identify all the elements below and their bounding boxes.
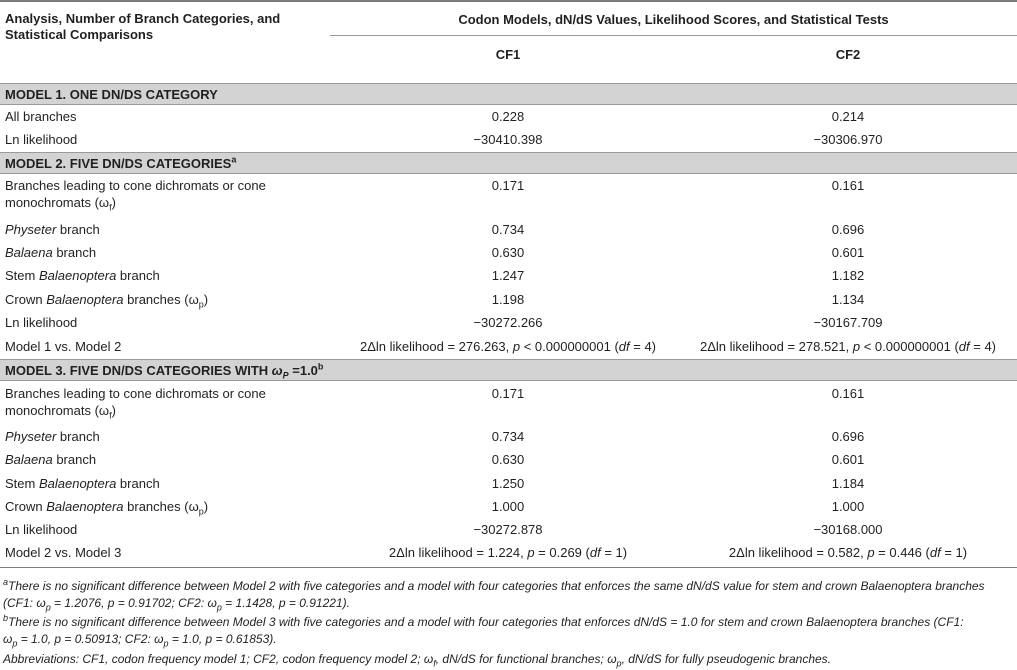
stat-text: = 1) — [600, 545, 628, 560]
row-label — [5, 177, 266, 211]
label-text: ) — [111, 403, 116, 418]
label-text: branch — [52, 245, 97, 260]
footnote-mark: a — [231, 154, 237, 165]
column-header-cf1: CF1 — [495, 47, 521, 62]
label-text: Crown — [5, 499, 47, 514]
footnote-a — [3, 578, 1015, 612]
cell-cf1: −30272.878 — [473, 522, 543, 537]
label-text: monochromats (ω — [5, 195, 110, 210]
footnote-abbreviations — [3, 651, 1015, 668]
stat-symbol: df — [589, 545, 601, 560]
footnote-text: = 1.1428, p = 0.91221). — [221, 596, 350, 610]
row-label — [5, 428, 100, 445]
footnote-text: , dN/dS for functional branches; ω — [435, 652, 617, 666]
cell-cf1: 1.250 — [491, 476, 525, 491]
stat-text: 2Δln likelihood = 276.263, — [359, 339, 513, 354]
cell-cf2: −30306.970 — [813, 132, 883, 147]
section-model-1 — [0, 83, 1017, 105]
subscript: p — [163, 638, 169, 649]
cell-cf1: −30272.266 — [473, 315, 543, 330]
cell-cf1: 1.198 — [491, 292, 525, 307]
stat-symbol: df — [929, 545, 941, 560]
cell-cf1: 0.171 — [491, 178, 525, 193]
stat-symbol: p — [852, 339, 861, 354]
footnote-text: (CF1: ω — [3, 596, 46, 610]
stat-text: < 0.000000001 ( — [860, 339, 959, 354]
stat-text: < 0.000000001 ( — [520, 339, 619, 354]
omega-symbol: ω — [271, 363, 283, 378]
stat-symbol: df — [618, 339, 630, 354]
label-text: branch — [56, 429, 100, 444]
stat-text: 2Δln likelihood = 0.582, — [728, 545, 868, 560]
row-label — [5, 267, 160, 284]
column-header-analysis — [5, 11, 280, 43]
cell-cf2: −30167.709 — [813, 315, 883, 330]
label-text: Crown — [5, 292, 47, 307]
cell-cf2: 0.601 — [831, 452, 865, 467]
top-rule — [0, 0, 1017, 2]
row-label: Model 2 vs. Model 3 — [5, 545, 122, 560]
label-text: ) — [111, 195, 116, 210]
subscript: f — [109, 410, 112, 421]
cell-cf1: 0.734 — [491, 429, 525, 444]
stat-symbol: p — [512, 339, 521, 354]
taxon-name: Balaenoptera — [46, 499, 124, 514]
cell-cf2: 1.184 — [831, 476, 865, 491]
label-text: Stem — [5, 268, 39, 283]
label-line — [5, 402, 266, 419]
stat-symbol: p — [527, 545, 535, 560]
label-line — [5, 194, 266, 211]
label-text: monochromats (ω — [5, 403, 110, 418]
cell-cf2: 0.601 — [831, 245, 865, 260]
taxon-name: Physeter — [5, 429, 57, 444]
subscript: f — [109, 202, 112, 213]
footnote-mark: b — [3, 613, 9, 623]
cell-cf1: 0.734 — [491, 222, 525, 237]
taxon-name: Balaenoptera — [46, 292, 124, 307]
cell-cf2: 1.000 — [831, 499, 865, 514]
subscript: f — [433, 658, 436, 669]
cell-cf1: 1.000 — [491, 499, 525, 514]
cell-cf1: 0.228 — [491, 109, 525, 124]
footnote-mark: b — [317, 361, 324, 372]
cell-cf2: 1.134 — [831, 292, 865, 307]
column-group-title: Codon Models, dN/dS Values, Likelihood Scores, and Statistical Tests — [458, 12, 889, 27]
section-title: MODEL 1. ONE DN/DS CATEGORY — [5, 87, 218, 102]
stat-text: = 0.269 ( — [534, 545, 590, 560]
row-label: Model 1 vs. Model 2 — [5, 339, 122, 354]
stat-text: 2Δln likelihood = 278.521, — [699, 339, 853, 354]
section-title — [5, 361, 324, 381]
label-line: Branches leading to cone dichromats or cone — [5, 386, 266, 401]
cell-cf2: 0.696 — [831, 429, 865, 444]
section-model-3 — [0, 359, 1017, 381]
label-text: branches (ω — [123, 499, 199, 514]
subscript: p — [198, 506, 204, 517]
stat-text: = 4) — [629, 339, 656, 354]
footnote-text: There is no significant difference between Model 2 with five categories and a model with four categories that enforces the same dN/dS value for stem and crown Balaenoptera branches — [8, 579, 985, 593]
stat-text: = 1) — [940, 545, 968, 560]
bottom-rule — [0, 567, 1017, 568]
column-header-cf2: CF2 — [835, 47, 861, 62]
taxon-name: Balaena — [5, 245, 53, 260]
footnote-text: = 1.2076, p = 0.91702; CF2: ω — [50, 596, 217, 610]
subscript: P — [282, 370, 289, 381]
cell-cf2: 0.161 — [831, 386, 865, 401]
subscript: p — [12, 638, 18, 649]
label-text: ) — [203, 292, 209, 307]
footnote-b — [3, 614, 1015, 648]
subscript: p — [198, 299, 204, 310]
footnote-text: ω — [3, 632, 13, 646]
taxon-name: Balaenoptera — [38, 268, 117, 283]
cell-cf2 — [679, 544, 1017, 561]
cell-cf2: −30168.000 — [813, 522, 883, 537]
label-text: branch — [52, 452, 97, 467]
footnote-text: Abbreviations: CF1, codon frequency model 1; CF2, codon frequency model 2; ω — [3, 652, 434, 666]
taxon-name: Balaenoptera — [38, 476, 117, 491]
label-line: Branches leading to cone dichromats or cone — [5, 178, 266, 193]
section-text: =1.0 — [288, 363, 318, 378]
row-label: Ln likelihood — [5, 132, 78, 147]
cell-cf2: 0.214 — [831, 109, 865, 124]
stat-symbol: p — [867, 545, 875, 560]
section-text: MODEL 3. FIVE DN/DS CATEGORIES WITH — [5, 363, 272, 378]
label-text: branch — [56, 222, 100, 237]
row-label: Ln likelihood — [5, 315, 78, 330]
label-text: ) — [203, 499, 209, 514]
cell-cf1: 1.247 — [491, 268, 525, 283]
row-label — [5, 475, 160, 492]
row-label — [5, 451, 96, 468]
stat-text: 2Δln likelihood = 1.224, — [388, 545, 528, 560]
subscript: p — [616, 658, 622, 669]
group-underline — [330, 35, 1017, 36]
row-label: Ln likelihood — [5, 522, 78, 537]
header-line: Analysis, Number of Branch Categories, and — [5, 11, 281, 26]
taxon-name: Balaena — [5, 452, 53, 467]
footnote-line — [3, 578, 1015, 595]
subscript: p — [45, 602, 51, 613]
header-line: Statistical Comparisons — [5, 27, 154, 42]
section-title — [5, 156, 236, 171]
footnote-line — [3, 595, 1015, 612]
cell-cf1 — [338, 338, 678, 355]
cell-cf1: 0.630 — [491, 245, 525, 260]
stat-text: = 4) — [969, 339, 996, 354]
cell-cf2: 0.161 — [831, 178, 865, 193]
cell-cf2: 1.182 — [831, 268, 865, 283]
section-text: MODEL 2. FIVE DN/DS CATEGORIES — [5, 156, 232, 171]
row-label — [5, 498, 208, 515]
footnote-mark: a — [3, 577, 9, 587]
section-model-2 — [0, 152, 1017, 174]
taxon-name: Physeter — [5, 222, 57, 237]
row-label — [5, 221, 100, 238]
stat-text: = 0.446 ( — [874, 545, 930, 560]
footnote-text: = 1.0, p = 0.50913; CF2: ω — [17, 632, 164, 646]
footnote-text: = 1.0, p = 0.61853). — [168, 632, 277, 646]
stat-symbol: df — [958, 339, 970, 354]
cell-cf1: 0.171 — [491, 386, 525, 401]
label-text: Stem — [5, 476, 39, 491]
cell-cf2 — [679, 338, 1017, 355]
footnote-line — [3, 631, 1015, 648]
row-label — [5, 385, 266, 419]
label-text: branch — [116, 268, 160, 283]
cell-cf1 — [338, 544, 678, 561]
label-text: branches (ω — [123, 292, 199, 307]
cell-cf1: −30410.398 — [473, 132, 543, 147]
footnote-text: , dN/dS for fully pseudogenic branches. — [621, 652, 832, 666]
row-label: All branches — [5, 109, 77, 124]
footnote-text: There is no significant difference between Model 3 with five categories and a model with four categories that enforces dN/dS = 1.0 for stem and crown Balaenoptera branches (CF1: — [8, 615, 964, 629]
cell-cf2: 0.696 — [831, 222, 865, 237]
label-text: branch — [116, 476, 160, 491]
subscript: p — [216, 602, 222, 613]
row-label — [5, 244, 96, 261]
cell-cf1: 0.630 — [491, 452, 525, 467]
footnote-line — [3, 614, 1015, 631]
row-label — [5, 291, 208, 308]
